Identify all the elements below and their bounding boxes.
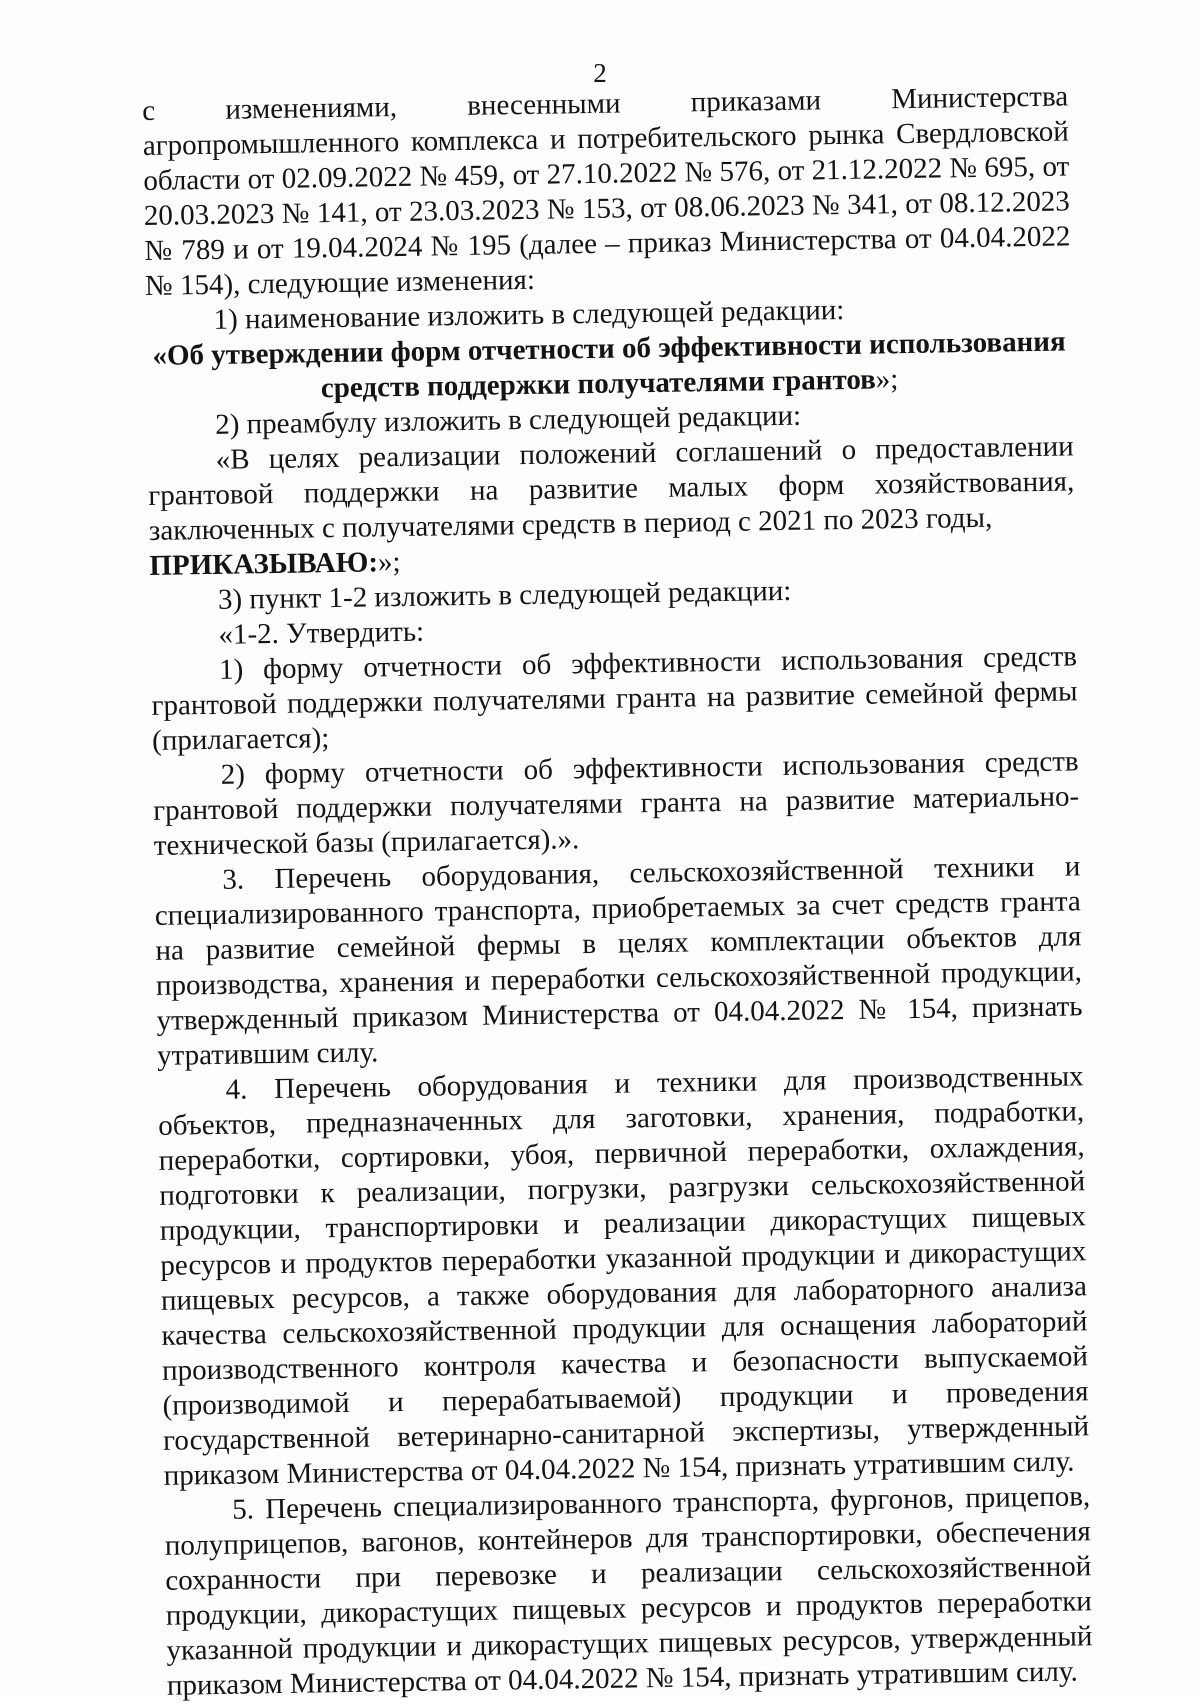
order-word: ПРИКАЗЫВАЮ: [149, 546, 379, 582]
page-number: 2 [593, 58, 607, 88]
document-body [142, 79, 1093, 1703]
paragraph-clause-4: 4. Перечень оборудования и техники для производственных объектов, предназначенных для заготовки, хранения, подработки, переработки, сортировки, убоя, первичной переработки, охлаждения, подготовки к реализации, погрузки, разгрузки сельскохозяйственной продукции, транспортировки и реализации дикорастущих пищевых ресурсов и продуктов переработки указанной продукции и дикорастущих пищевых ресурсов, а также оборудования для лабораторного анализа качества сельскохозяйственной продукции для оснащения лабораторий производственного контроля качества и безопасности выпускаемой (производимой и перерабатываемой) продукции и проведения государственной ветеринарно-санитарной экспертизы, утвержденный приказом Министерства от 04.04.2022 № 154, признать утратившим силу. [157, 1060, 1090, 1492]
paragraph-intro: с изменениями, внесенными приказами Министерства агропромышленного комплекса и потребительского рынка Свердловской области от 02.09.2022 № 459, от 27.10.2022 № 576, от 21.12.2022 № 695, от 20.03.2023 № 141, от 23.03.2023 № 153, от 08.06.2023 № 341, от 08.12.2023 № 789 и от 19.04.2024 № 195 (далее – приказ Министерства от 04.04.2022 № 154), следующие изменения: [142, 80, 1071, 302]
paragraph-clause-3: 3. Перечень оборудования, сельскохозяйственной техники и специализированного транспорта, приобретаемых за счет средств гранта на развитие семейной фермы в целях комплектации объектов для производства, хранения и переработки сельскохозяйственной продукции, утвержденный приказом Министерства от 04.04.2022 № 154, признать утратившим силу. [154, 850, 1083, 1072]
paragraph-item-2: 2) преамбулу изложить в следующей редакции: [214, 399, 802, 441]
paragraph-item-1: 1) наименование изложить в следующей редакции: [213, 293, 845, 336]
title-suffix: »; [875, 363, 899, 396]
paragraph-approve: «1-2. Утвердить: [218, 615, 425, 651]
paragraph-preamble: «В целях реализации положений соглашений о предоставлении грантовой поддержки на развитие малых форм хозяйствования, заключенных с получателями средств в период с 2021 по 2023 годы, [148, 430, 1075, 547]
document-new-title-text: «Об утверждении форм отчетности об эффективности использования средств поддержки получателями грантов [152, 325, 1066, 405]
paragraph-item-3: 3) пункт 1-2 изложить в следующей редакции: [217, 574, 792, 616]
paragraph-form-1: 1) форму отчетности об эффективности использования средств грантовой поддержки получателями гранта на развитие семейной фермы (прилагается); [151, 640, 1078, 757]
paragraph-form-2: 2) форму отчетности об эффективности использования средств грантовой поддержки получателями гранта на развитие материально-технической базы (прилагается).». [153, 745, 1080, 862]
order-suffix: »; [377, 545, 401, 579]
paragraph-clause-5: 5. Перечень специализированного транспорта, фургонов, прицепов, полуприцепов, вагонов, контейнеров для транспортировки, обеспечения сохранности при перевозке и реализации сельскохозяйственной продукции, дикорастущих пищевых ресурсов и продуктов переработки указанной продукции и дикорастущих пищевых ресурсов, утвержденный приказом Министерства от 04.04.2022 № 154, признать утратившим силу. [164, 1480, 1093, 1702]
